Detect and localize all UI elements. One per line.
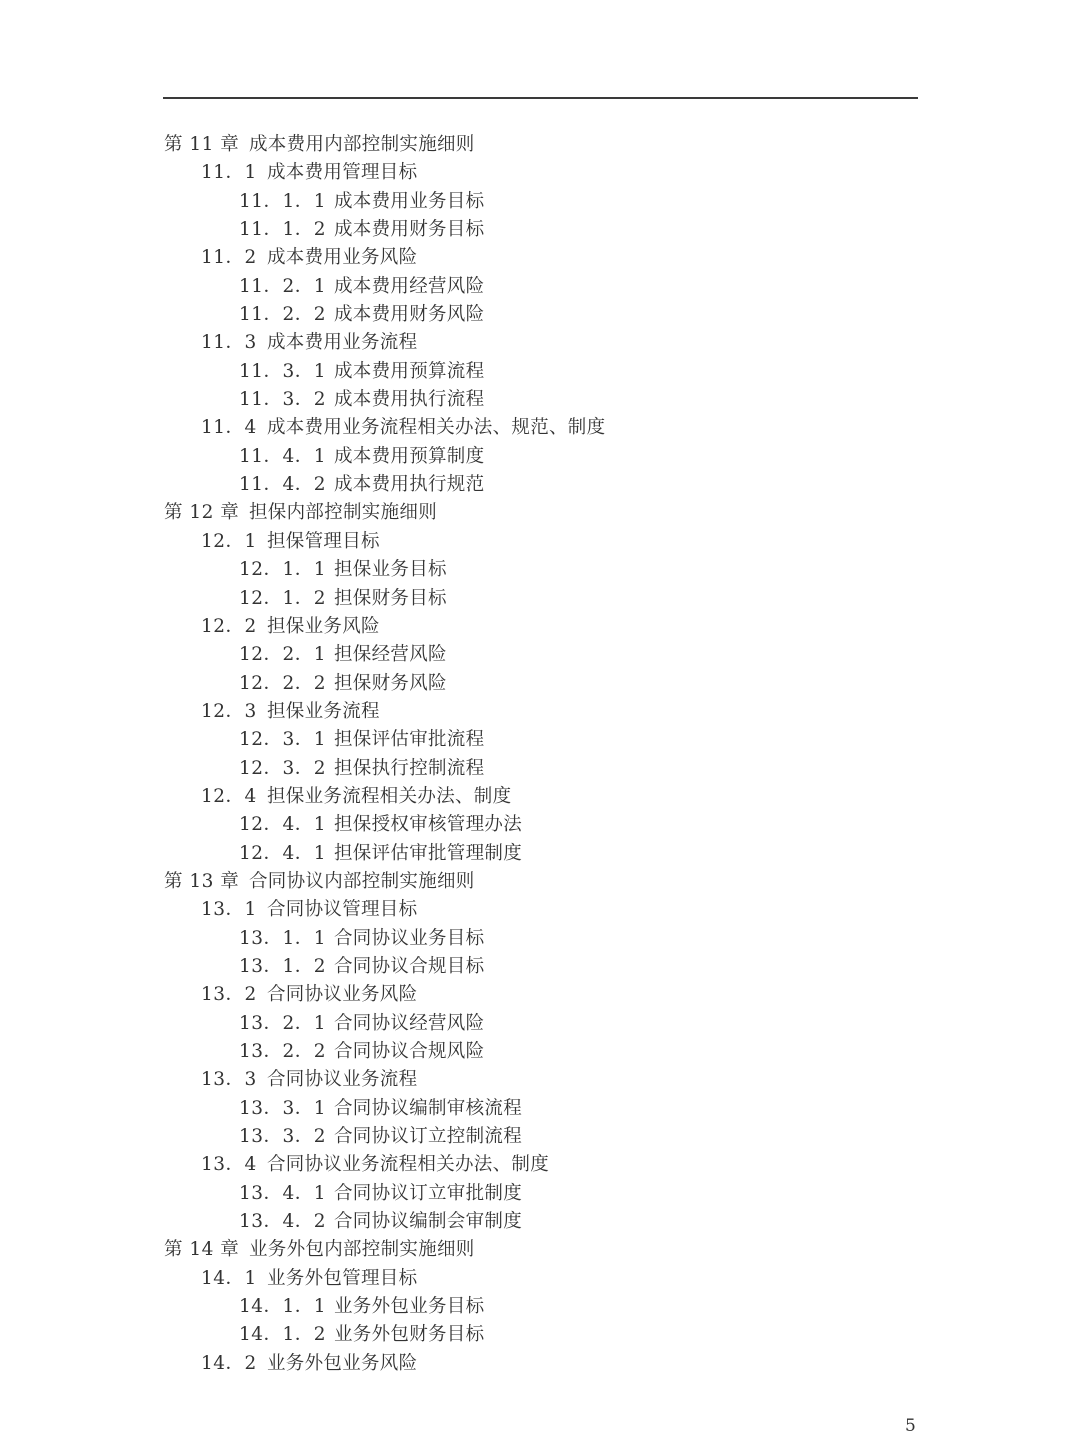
toc-subsection-entry (0, 840, 1080, 868)
page-number: 5 (905, 1416, 916, 1436)
toc-subsection-number: 11．1．2 (239, 219, 327, 241)
toc-subsection-entry (0, 726, 1080, 754)
toc-section-number: 14．1 (201, 1267, 257, 1289)
toc-subsection-title: 担保经营风险 (334, 644, 447, 666)
toc-section-entry (0, 896, 1080, 924)
toc-subsection-title: 成本费用财务目标 (334, 219, 485, 241)
toc-section-entry (0, 329, 1080, 357)
toc-subsection-entry (0, 273, 1080, 301)
toc-chapter-entry (0, 499, 1080, 527)
toc-subsection-title: 合同协议编制会审制度 (334, 1211, 523, 1233)
toc-section-entry (0, 414, 1080, 442)
toc-subsection-title: 合同协议编制审核流程 (334, 1097, 523, 1119)
toc-section-title: 成本费用业务流程 (267, 332, 418, 354)
toc-subsection-number: 13．2．1 (239, 1012, 327, 1034)
toc-subsection-number: 13．1．2 (239, 955, 327, 977)
toc-subsection-number: 13．3．1 (239, 1097, 327, 1119)
header-rule (163, 97, 918, 99)
toc-chapter-number: 第 13 章 (164, 870, 240, 892)
toc-subsection-title: 担保执行控制流程 (334, 757, 485, 779)
toc-section-number: 12．3 (201, 700, 257, 722)
toc-subsection-entry (0, 755, 1080, 783)
toc-section-number: 13．2 (201, 984, 257, 1006)
toc-subsection-entry (0, 358, 1080, 386)
toc-subsection-title: 成本费用经营风险 (334, 275, 485, 297)
toc-subsection-title: 担保财务风险 (334, 672, 447, 694)
toc-section-entry (0, 613, 1080, 641)
toc-section-number: 11．3 (201, 332, 257, 354)
toc-subsection-title: 成本费用预算制度 (334, 445, 485, 467)
toc-subsection-entry (0, 556, 1080, 584)
toc-subsection-title: 合同协议经营风险 (334, 1012, 485, 1034)
toc-subsection-title: 合同协议合规风险 (334, 1041, 485, 1062)
toc-subsection-number: 13．2．2 (239, 1041, 327, 1062)
toc-chapter-title: 合同协议内部控制实施细则 (249, 870, 475, 892)
toc-subsection-number: 12．4．1 (239, 814, 327, 836)
toc-subsection-number: 11．3．2 (239, 389, 327, 411)
toc-section-title: 担保管理目标 (267, 530, 380, 552)
toc-subsection-entry (0, 953, 1080, 981)
toc-section-number: 11．1 (201, 162, 257, 184)
toc-subsection-number: 12．4．1 (239, 842, 327, 864)
toc-section-title: 成本费用业务风险 (267, 247, 418, 269)
toc-subsection-entry (0, 925, 1080, 953)
toc-subsection-number: 12．1．2 (239, 587, 327, 609)
toc-chapter-title: 成本费用内部控制实施细则 (249, 134, 475, 155)
toc-section-title: 业务外包业务风险 (267, 1352, 418, 1374)
toc-subsection-title: 担保评估审批流程 (334, 729, 485, 751)
toc-subsection-number: 13．4．1 (239, 1182, 327, 1204)
toc-subsection-entry (0, 301, 1080, 329)
toc-subsection-title: 成本费用预算流程 (334, 360, 485, 382)
toc-section-title: 业务外包管理目标 (267, 1267, 418, 1289)
toc-subsection-title: 成本费用执行流程 (334, 389, 485, 411)
toc-subsection-entry (0, 443, 1080, 471)
toc-subsection-title: 担保财务目标 (334, 587, 447, 609)
toc-subsection-title: 业务外包财务目标 (334, 1324, 485, 1346)
toc-subsection-title: 成本费用执行规范 (334, 474, 485, 496)
toc-chapter-title: 业务外包内部控制实施细则 (249, 1239, 475, 1261)
toc-subsection-number: 14．1．1 (239, 1296, 327, 1318)
toc-subsection-title: 担保授权审核管理办法 (334, 814, 523, 836)
toc-section-number: 12．2 (201, 615, 257, 637)
toc-chapter-number: 第 11 章 (164, 134, 240, 155)
toc-subsection-number: 12．1．1 (239, 559, 327, 581)
toc-subsection-number: 12．2．1 (239, 644, 327, 666)
toc-subsection-number: 11．2．2 (239, 304, 327, 326)
toc-section-entry (0, 1151, 1080, 1179)
toc-subsection-number: 11．1．1 (239, 190, 327, 212)
toc-section-entry (0, 1265, 1080, 1293)
toc-section-entry (0, 1350, 1080, 1378)
toc-section-entry (0, 698, 1080, 726)
toc-subsection-entry (0, 1321, 1080, 1349)
toc-section-number: 12．1 (201, 530, 257, 552)
toc-chapter-entry (0, 1236, 1080, 1264)
toc-subsection-number: 13．1．1 (239, 927, 327, 949)
toc-section-title: 担保业务流程相关办法、制度 (267, 785, 512, 807)
toc-section-title: 担保业务流程 (267, 700, 380, 722)
toc-subsection-entry (0, 1123, 1080, 1151)
toc-subsection-number: 12．2．2 (239, 672, 327, 694)
toc-section-title: 担保业务风险 (267, 615, 380, 637)
toc-subsection-entry (0, 1095, 1080, 1123)
toc-section-title: 成本费用管理目标 (267, 162, 418, 184)
toc-subsection-number: 14．1．2 (239, 1324, 327, 1346)
toc-subsection-title: 业务外包业务目标 (334, 1296, 485, 1318)
toc-section-number: 14．2 (201, 1352, 257, 1374)
toc-subsection-title: 担保业务目标 (334, 559, 447, 581)
toc-subsection-title: 成本费用财务风险 (334, 304, 485, 326)
toc-section-entry (0, 1066, 1080, 1094)
toc-subsection-title: 合同协议合规目标 (334, 955, 485, 977)
toc-section-entry (0, 244, 1080, 272)
toc-section-title: 合同协议管理目标 (267, 899, 418, 921)
toc-section-number: 13．1 (201, 899, 257, 921)
toc-section-title: 合同协议业务风险 (267, 984, 418, 1006)
toc-section-number: 12．4 (201, 785, 257, 807)
toc-chapter-title: 担保内部控制实施细则 (249, 502, 438, 524)
toc-section-entry (0, 783, 1080, 811)
toc-subsection-number: 11．4．2 (239, 474, 327, 496)
toc-subsection-entry (0, 386, 1080, 414)
toc-section-title: 合同协议业务流程 (267, 1069, 418, 1091)
toc-subsection-entry (0, 641, 1080, 669)
toc-subsection-entry (0, 471, 1080, 499)
toc-section-number: 11．4 (201, 417, 257, 439)
toc-chapter-number: 第 14 章 (164, 1239, 240, 1261)
toc-subsection-entry (0, 811, 1080, 839)
toc-subsection-entry (0, 216, 1080, 244)
toc-subsection-entry (0, 1293, 1080, 1321)
toc-section-entry (0, 528, 1080, 556)
toc-subsection-entry (0, 585, 1080, 613)
toc-subsection-entry (0, 1208, 1080, 1236)
toc-subsection-number: 11．2．1 (239, 275, 327, 297)
toc-subsection-number: 13．4．2 (239, 1211, 327, 1233)
toc-section-entry (0, 159, 1080, 187)
toc-subsection-entry (0, 1038, 1080, 1066)
toc-subsection-title: 合同协议订立控制流程 (334, 1126, 523, 1148)
toc-section-entry (0, 981, 1080, 1009)
toc-subsection-number: 12．3．2 (239, 757, 327, 779)
toc-section-number: 13．4 (201, 1154, 257, 1176)
toc-subsection-entry (0, 188, 1080, 216)
toc-subsection-number: 13．3．2 (239, 1126, 327, 1148)
toc-subsection-number: 11．4．1 (239, 445, 327, 467)
toc-chapter-entry (0, 131, 1080, 159)
toc-chapter-entry (0, 868, 1080, 896)
toc-subsection-title: 担保评估审批管理制度 (334, 842, 523, 864)
toc-subsection-entry (0, 1180, 1080, 1208)
toc-subsection-number: 12．3．1 (239, 729, 327, 751)
toc-subsection-entry (0, 670, 1080, 698)
toc-subsection-number: 11．3．1 (239, 360, 327, 382)
toc-subsection-title: 成本费用业务目标 (334, 190, 485, 212)
toc-section-title: 合同协议业务流程相关办法、制度 (267, 1154, 550, 1176)
toc-chapter-number: 第 12 章 (164, 502, 240, 524)
toc-section-number: 13．3 (201, 1069, 257, 1091)
toc-section-title: 成本费用业务流程相关办法、规范、制度 (267, 417, 606, 439)
toc-subsection-title: 合同协议订立审批制度 (334, 1182, 523, 1204)
toc-section-number: 11．2 (201, 247, 257, 269)
toc-subsection-title: 合同协议业务目标 (334, 927, 485, 949)
table-of-contents (0, 131, 1080, 1378)
toc-subsection-entry (0, 1010, 1080, 1038)
